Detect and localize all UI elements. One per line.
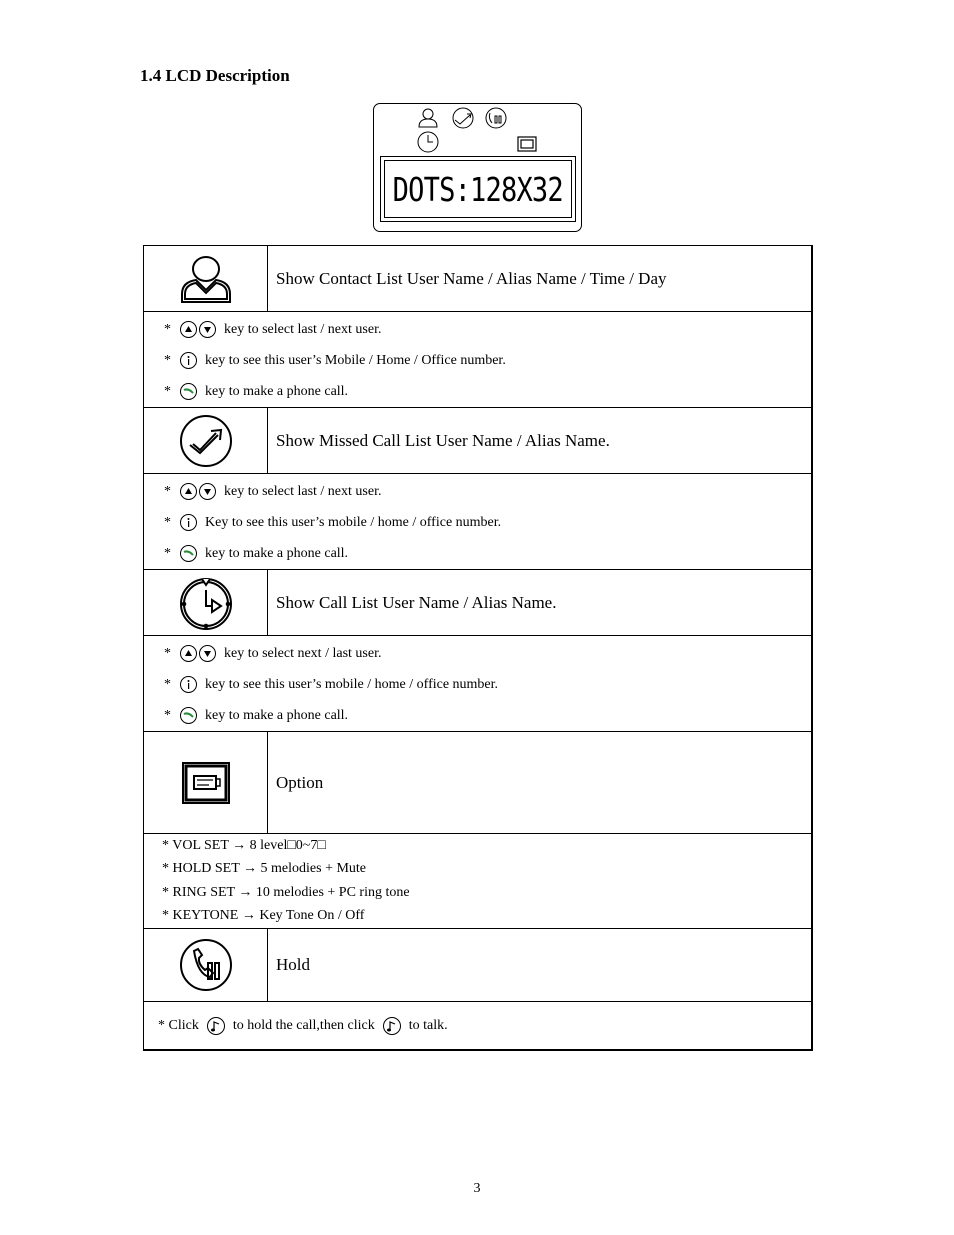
instruction-text: key to select last / next user. xyxy=(224,321,382,337)
section-title: Hold xyxy=(276,955,310,974)
option-icon xyxy=(181,761,231,805)
up-key-icon xyxy=(180,645,197,662)
hold-section xyxy=(144,929,811,1049)
music-key-icon xyxy=(207,1017,225,1035)
down-key-icon xyxy=(199,483,216,500)
instruction-text: key to select last / next user. xyxy=(224,483,382,499)
option-item: * VOL SET → 8 level□0~7□ xyxy=(162,837,326,853)
section-title: Show Contact List User Name / Alias Name / Time / Day xyxy=(276,268,667,288)
hold-icon xyxy=(178,937,234,993)
page-number: 3 xyxy=(473,1181,481,1196)
missed-call-section: Show Missed Call List User Name / Alias Name. * key to select last / next user. * Key to see this user’s mobile / home / office number. * key to make a phone call. xyxy=(144,408,811,570)
instruction-text: to hold the call,then click xyxy=(232,1017,375,1033)
lcd-screen-text: DOTS:128X32 xyxy=(392,169,564,209)
section-title: Option xyxy=(276,772,324,792)
option-icon xyxy=(518,137,536,151)
up-key-icon xyxy=(180,483,197,500)
contact-icon xyxy=(419,109,437,127)
instruction-text: key to see this user’s Mobile / Home / Office number. xyxy=(205,352,506,368)
missed-call-icon xyxy=(453,108,473,128)
section-title: Show Missed Call List User Name / Alias Name. xyxy=(276,430,610,450)
up-key-icon xyxy=(180,321,197,338)
down-key-icon xyxy=(199,645,216,662)
clock-icon xyxy=(178,576,234,630)
down-key-icon xyxy=(199,321,216,338)
instruction-text: key to make a phone call. xyxy=(205,545,349,561)
option-section xyxy=(144,732,811,929)
contact-icon xyxy=(178,252,234,306)
instruction-text: key to see this user’s mobile / home / office number. xyxy=(205,676,499,692)
instruction-text: key to make a phone call. xyxy=(205,383,349,399)
instruction-text: * Click xyxy=(158,1017,199,1033)
clock-icon xyxy=(418,132,438,152)
option-item: * RING SET → 10 melodies + PC ring tone xyxy=(162,884,410,900)
call-key-icon xyxy=(180,383,197,400)
lcd-status-icons xyxy=(374,104,583,154)
music-key-icon xyxy=(383,1017,401,1035)
section-title: Show Call List User Name / Alias Name. xyxy=(276,592,557,612)
instruction-text: to talk. xyxy=(408,1017,448,1033)
option-item: * HOLD SET → 5 melodies + Mute xyxy=(162,861,367,877)
contact-section: Show Contact List User Name / Alias Name / Time / Day * key to select last / next user. * key to see this user’s Mobile / Home / Office number. * key to make a phone call. xyxy=(144,246,811,408)
instruction-text: Key to see this user’s mobile / home / office number. xyxy=(205,514,502,530)
info-key-icon xyxy=(180,514,197,531)
lcd-icon-table xyxy=(143,245,813,1051)
hold-icon xyxy=(486,108,506,128)
missed-call-icon xyxy=(178,414,234,468)
lcd-screen xyxy=(380,156,576,222)
call-key-icon xyxy=(180,707,197,724)
call-key-icon xyxy=(180,545,197,562)
info-key-icon xyxy=(180,676,197,693)
info-key-icon xyxy=(180,352,197,369)
instruction-text: key to make a phone call. xyxy=(205,707,349,723)
section-heading: 1.4 LCD Description xyxy=(140,66,290,85)
call-list-section: Show Call List User Name / Alias Name. * key to select next / last user. * key to see this user’s mobile / home / office number. * key to make a phone call. xyxy=(144,570,811,732)
option-item: * KEYTONE → Key Tone On / Off xyxy=(162,908,365,924)
lcd-diagram xyxy=(373,103,582,232)
instruction-text: key to select next / last user. xyxy=(224,645,382,661)
